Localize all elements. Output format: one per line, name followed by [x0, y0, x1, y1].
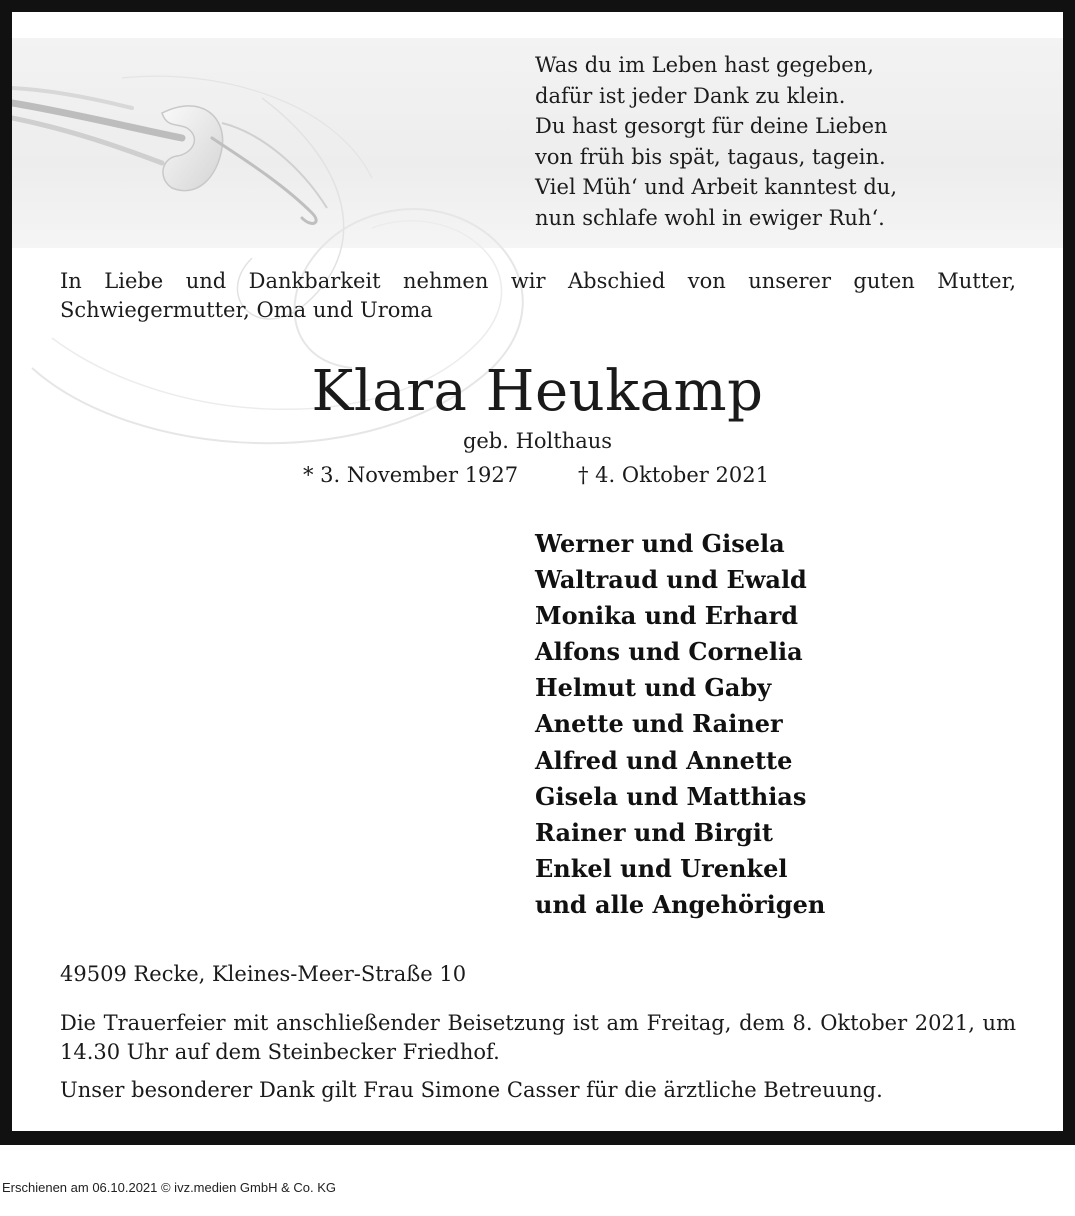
maiden-name: geb. Holthaus — [462, 429, 613, 453]
birth-date: * 3. November 1927 — [303, 463, 519, 487]
mourner-entry: Alfons und Cornelia — [535, 637, 803, 667]
mourner-entry: Alfred und Annette — [535, 745, 793, 775]
mourner-entry: Helmut und Gaby — [535, 673, 772, 703]
address: 49509 Recke, Kleines-Meer-Straße 10 — [60, 962, 467, 986]
poem-line: Viel Müh‘ und Arbeit kanntest du, — [535, 175, 898, 199]
poem — [535, 50, 897, 233]
publication-footer: Erschienen am 06.10.2021 © ivz.medien GmbH & Co. KG — [2, 1180, 337, 1195]
poem-line: nun schlafe wohl in ewiger Ruh‘. — [535, 205, 885, 230]
mourner-entry: Waltraud und Ewald — [535, 565, 807, 595]
notice-paper — [12, 12, 1063, 1131]
mourner-entry: Anette und Rainer — [535, 709, 783, 739]
poem-line: dafür ist jeder Dank zu klein. — [535, 83, 846, 108]
thanks-note: Unser besonderer Dank gilt Frau Simone Casser für die ärztliche Betreuung. — [60, 1078, 883, 1102]
funeral-service-info: Die Trauerfeier mit anschließender Beisetzung ist am Freitag, dem 8. Oktober 2021, um 14.30 Uhr auf dem Steinbecker Friedhof. — [60, 1011, 1016, 1064]
poem-line: Was du im Leben hast gegeben, — [535, 53, 874, 77]
poem-line: Du hast gesorgt für deine Lieben — [535, 114, 888, 138]
mourner-entry: Werner und Gisela — [535, 529, 785, 558]
mourner-entry: Rainer und Birgit — [535, 817, 773, 847]
mourner-entry: Monika und Erhard — [535, 601, 799, 631]
intro-text: In Liebe und Dankbarkeit nehmen wir Abschied von unserer guten Mutter, Schwiegermutter, Oma und Uroma — [60, 269, 1016, 322]
mourner-entry: Enkel und Urenkel — [535, 853, 788, 883]
mourners-list — [535, 526, 825, 923]
death-date: † 4. Oktober 2021 — [578, 463, 769, 487]
poem-line: von früh bis spät, tagaus, tagein. — [535, 144, 886, 169]
mourner-entry: Gisela und Matthias — [535, 781, 807, 811]
mourner-entry: und alle Angehörigen — [535, 889, 826, 919]
deceased-name: Klara Heukamp — [311, 359, 764, 424]
